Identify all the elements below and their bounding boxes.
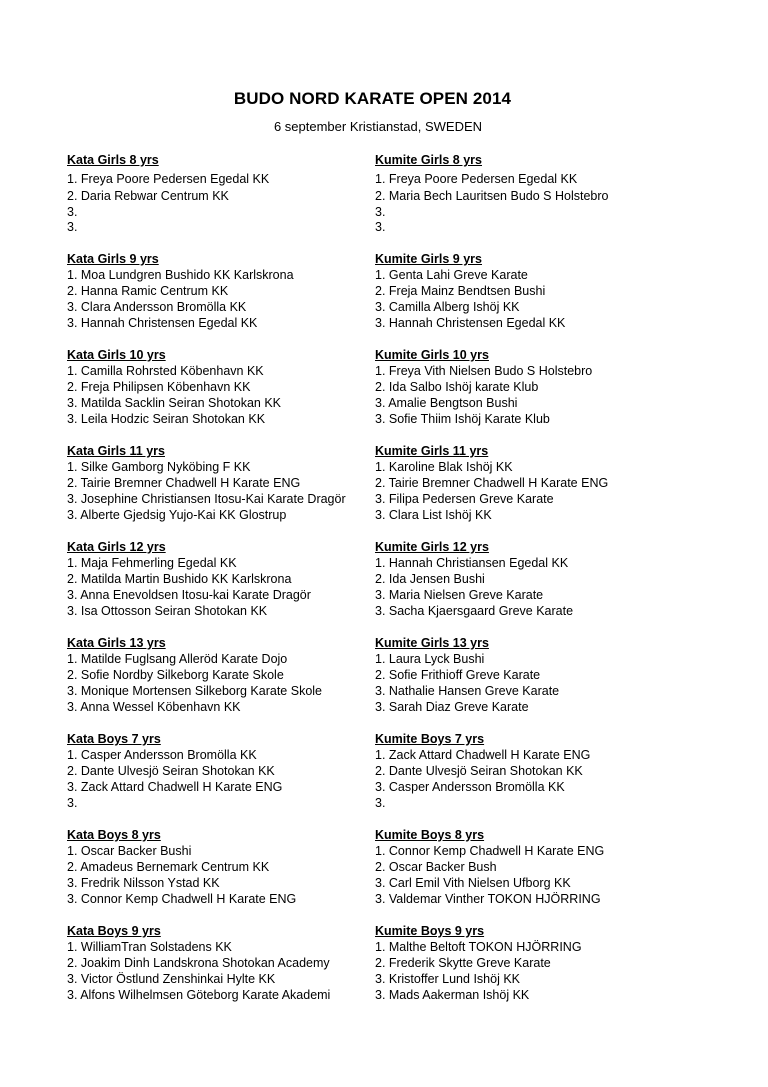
category-heading: Kata Boys 7 yrs (67, 732, 161, 746)
result-entry: 1. Hannah Christiansen Egedal KK (375, 556, 569, 570)
result-entry: 3. (375, 220, 386, 234)
category-row (67, 635, 667, 731)
document-title: BUDO NORD KARATE OPEN 2014 (233, 89, 512, 108)
result-entry: 3. (67, 205, 78, 219)
kata-category (67, 539, 375, 635)
result-entry: 3. Connor Kemp Chadwell H Karate ENG (67, 892, 297, 906)
category-heading: Kumite Girls 11 yrs (375, 444, 489, 458)
result-entry: 3. Monique Mortensen Silkeborg Karate Skole (67, 684, 323, 698)
result-entry: 1. Matilde Fuglsang Alleröd Karate Dojo (67, 652, 288, 666)
result-entry: 3. Alfons Wilhelmsen Göteborg Karate Akademi (67, 988, 331, 1002)
result-entry: 2. Freja Mainz Bendtsen Bushi (375, 284, 546, 298)
result-entry: 2. Ida Jensen Bushi (375, 572, 485, 586)
result-entry: 1. WilliamTran Solstadens KK (67, 940, 232, 954)
category-row (67, 443, 667, 539)
kumite-category (375, 731, 667, 827)
result-entry: 1. Malthe Beltoft TOKON HJÖRRING (375, 940, 582, 954)
kata-category (67, 923, 375, 1019)
category-heading: Kata Girls 9 yrs (67, 252, 159, 266)
result-entry: 3. Leila Hodzic Seiran Shotokan KK (67, 412, 266, 426)
result-entry: 3. (375, 205, 386, 219)
result-entry: 3. Zack Attard Chadwell H Karate ENG (67, 780, 283, 794)
result-entry: 1. Freya Vith Nielsen Budo S Holstebro (375, 364, 593, 378)
category-heading: Kumite Boys 7 yrs (375, 732, 485, 746)
result-entry: 3. Sarah Diaz Greve Karate (375, 700, 529, 714)
category-row (67, 923, 667, 1019)
result-entry: 2. Dante Ulvesjö Seiran Shotokan KK (67, 764, 275, 778)
kumite-category (375, 347, 667, 443)
result-entry: 3. Clara List Ishöj KK (375, 508, 492, 522)
category-row (67, 731, 667, 827)
result-entry: 1. Oscar Backer Bushi (67, 844, 192, 858)
result-entry: 3. Anna Wessel Köbenhavn KK (67, 700, 241, 714)
result-entry: 1. Casper Andersson Bromölla KK (67, 748, 257, 762)
result-entry: 2. Tairie Bremner Chadwell H Karate ENG (67, 476, 301, 490)
result-entry: 3. Hannah Christensen Egedal KK (375, 316, 566, 330)
category-heading: Kata Girls 12 yrs (67, 540, 166, 554)
result-entry: 3. Anna Enevoldsen Itosu-kai Karate Dragör (67, 588, 311, 602)
result-entry: 1. Karoline Blak Ishöj KK (375, 460, 513, 474)
kata-category (67, 827, 375, 923)
result-entry: 2. Ida Salbo Ishöj karate Klub (375, 380, 539, 394)
result-entry: 2. Amadeus Bernemark Centrum KK (67, 860, 270, 874)
result-entry: 3. Casper Andersson Bromölla KK (375, 780, 565, 794)
kata-category (67, 443, 375, 539)
result-entry: 2. Daria Rebwar Centrum KK (67, 189, 229, 203)
result-entry: 2. Matilda Martin Bushido KK Karlskrona (67, 572, 292, 586)
kumite-category (375, 923, 667, 1019)
kata-category (67, 635, 375, 731)
result-entry: 3. Josephine Christiansen Itosu-Kai Karate Dragör (67, 492, 346, 506)
category-row (67, 251, 667, 347)
kata-category (67, 152, 375, 251)
result-entry: 2. Oscar Backer Bush (375, 860, 497, 874)
category-row (67, 539, 667, 635)
result-entry: 3. Matilda Sacklin Seiran Shotokan KK (67, 396, 282, 410)
kumite-category (375, 539, 667, 635)
result-entry: 3. Mads Aakerman Ishöj KK (375, 988, 530, 1002)
document-subtitle: 6 september Kristianstad, SWEDEN (273, 119, 483, 134)
kata-category (67, 251, 375, 347)
category-heading: Kata Girls 8 yrs (67, 153, 159, 167)
result-entry: 3. (375, 796, 386, 810)
result-entry: 3. Victor Östlund Zenshinkai Hylte KK (67, 972, 276, 986)
results-grid (67, 152, 667, 1019)
result-entry: 1. Silke Gamborg Nyköbing F KK (67, 460, 251, 474)
result-entry: 3. Sofie Thiim Ishöj Karate Klub (375, 412, 550, 426)
result-entry: 1. Maja Fehmerling Egedal KK (67, 556, 237, 570)
result-entry: 2. Frederik Skytte Greve Karate (375, 956, 551, 970)
category-heading: Kata Boys 9 yrs (67, 924, 161, 938)
result-entry: 2. Joakim Dinh Landskrona Shotokan Academy (67, 956, 330, 970)
result-entry: 2. Sofie Frithioff Greve Karate (375, 668, 541, 682)
category-heading: Kumite Girls 12 yrs (375, 540, 489, 554)
result-entry: 1. Zack Attard Chadwell H Karate ENG (375, 748, 591, 762)
category-heading: Kumite Girls 9 yrs (375, 252, 482, 266)
result-entry: 3. Fredrik Nilsson Ystad KK (67, 876, 220, 890)
kumite-category (375, 635, 667, 731)
result-entry: 1. Freya Poore Pedersen Egedal KK (375, 172, 578, 186)
result-entry: 1. Connor Kemp Chadwell H Karate ENG (375, 844, 605, 858)
result-entry: 2. Dante Ulvesjö Seiran Shotokan KK (375, 764, 583, 778)
result-entry: 1. Moa Lundgren Bushido KK Karlskrona (67, 268, 294, 282)
result-entry: 3. Clara Andersson Bromölla KK (67, 300, 247, 314)
category-heading: Kumite Girls 8 yrs (375, 153, 482, 167)
result-entry: 3. Alberte Gjedsig Yujo-Kai KK Glostrup (67, 508, 287, 522)
result-entry: 2. Maria Bech Lauritsen Budo S Holstebro (375, 189, 609, 203)
kumite-category (375, 827, 667, 923)
kumite-category (375, 152, 667, 251)
result-entry: 2. Freja Philipsen Köbenhavn KK (67, 380, 251, 394)
category-heading: Kata Girls 10 yrs (67, 348, 166, 362)
result-entry: 3. Kristoffer Lund Ishöj KK (375, 972, 520, 986)
category-heading: Kata Girls 11 yrs (67, 444, 165, 458)
result-entry: 3. Filipa Pedersen Greve Karate (375, 492, 554, 506)
result-entry: 3. Amalie Bengtson Bushi (375, 396, 518, 410)
category-heading: Kumite Boys 9 yrs (375, 924, 485, 938)
result-entry: 3. Sacha Kjaersgaard Greve Karate (375, 604, 574, 618)
result-entry: 3. Maria Nielsen Greve Karate (375, 588, 544, 602)
kumite-category (375, 251, 667, 347)
result-entry: 1. Genta Lahi Greve Karate (375, 268, 528, 282)
result-entry: 2. Sofie Nordby Silkeborg Karate Skole (67, 668, 284, 682)
kata-category (67, 347, 375, 443)
result-entry: 3. Hannah Christensen Egedal KK (67, 316, 258, 330)
result-entry: 3. Carl Emil Vith Nielsen Ufborg KK (375, 876, 571, 890)
category-heading: Kata Boys 8 yrs (67, 828, 161, 842)
kata-category (67, 731, 375, 827)
category-heading: Kata Girls 13 yrs (67, 636, 166, 650)
category-row (67, 347, 667, 443)
result-entry: 3. (67, 220, 78, 234)
result-entry: 1. Laura Lyck Bushi (375, 652, 485, 666)
result-entry: 2. Hanna Ramic Centrum KK (67, 284, 229, 298)
result-entry: 3. Nathalie Hansen Greve Karate (375, 684, 560, 698)
category-row (67, 152, 667, 251)
category-heading: Kumite Boys 8 yrs (375, 828, 485, 842)
result-entry: 3. (67, 796, 78, 810)
category-heading: Kumite Girls 13 yrs (375, 636, 489, 650)
category-row (67, 827, 667, 923)
result-entry: 2. Tairie Bremner Chadwell H Karate ENG (375, 476, 609, 490)
result-entry: 1. Camilla Rohrsted Köbenhavn KK (67, 364, 264, 378)
result-entry: 3. Camilla Alberg Ishöj KK (375, 300, 520, 314)
result-entry: 1. Freya Poore Pedersen Egedal KK (67, 172, 270, 186)
kumite-category (375, 443, 667, 539)
result-entry: 3. Isa Ottosson Seiran Shotokan KK (67, 604, 268, 618)
category-heading: Kumite Girls 10 yrs (375, 348, 489, 362)
result-entry: 3. Valdemar Vinther TOKON HJÖRRING (375, 892, 601, 906)
